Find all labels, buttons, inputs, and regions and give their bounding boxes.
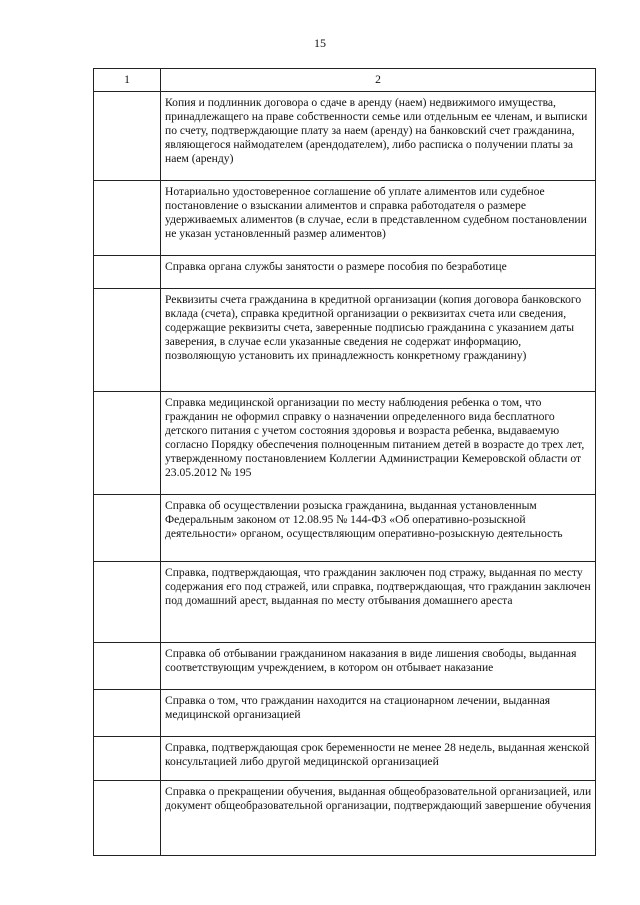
table-cell-col1 bbox=[94, 92, 161, 181]
table-cell-text bbox=[161, 289, 596, 392]
row-text: Справка медицинской организации по месту наблюдения ребенка о том, что гражданин не оформил справку о назначении определенного вида бесплатного детского питания с учетом состояния здоровья и возраста ребенка, выдаваемую согласно Порядку обеспечения полноценным питанием детей в возрасте до трех лет, утвержденному постановлением Коллегии Администрации Кемеровской области от 23.05.2012 № 195 bbox=[165, 396, 585, 479]
table-row bbox=[94, 392, 596, 495]
table-row bbox=[94, 737, 596, 781]
row-text: Справка об отбывании гражданином наказания в виде лишения свободы, выданная соответствующим учреждением, в котором он отбывает наказание bbox=[165, 647, 577, 674]
table-cell-text bbox=[161, 643, 596, 690]
table-cell-text bbox=[161, 495, 596, 562]
table-cell-col1 bbox=[94, 181, 161, 256]
table-cell-text bbox=[161, 562, 596, 643]
table-cell-text bbox=[161, 392, 596, 495]
table-cell-col1 bbox=[94, 781, 161, 856]
row-text: Справка о прекращении обучения, выданная общеобразовательной организацией, или документ общеобразовательной организации, подтверждающий завершение обучения bbox=[165, 785, 592, 812]
page-number: 15 bbox=[314, 36, 326, 50]
table-cell-col1 bbox=[94, 690, 161, 737]
table-cell-col1 bbox=[94, 562, 161, 643]
table-header-row bbox=[94, 69, 596, 92]
row-text: Реквизиты счета гражданина в кредитной организации (копия договора банковского вклада (счета), справка кредитной организации о реквизитах счета или сведения, содержащие реквизиты счета, заверенные подписью гражданина с указанием даты заверения, в случае если указанные сведения не содержат информацию, позволяющую установить их принадлежность конкретному гражданину) bbox=[165, 293, 582, 362]
table-cell-text bbox=[161, 690, 596, 737]
column-header-2: 2 bbox=[161, 69, 596, 92]
table-cell-col1 bbox=[94, 737, 161, 781]
table-cell-text bbox=[161, 781, 596, 856]
table-cell-text bbox=[161, 737, 596, 781]
row-text: Копия и подлинник договора о сдаче в аренду (наем) недвижимого имущества, принадлежащего на праве собственности семье или отдельным ее членам, и выписки по счету, подтверждающие плату за наем (аренду) на банковский счет гражданина, являющегося наймодателем (арендодателем), либо расписка о получении платы за наем (аренду) bbox=[165, 96, 588, 165]
table-cell-col1 bbox=[94, 289, 161, 392]
row-text: Справка, подтверждающая срок беременности не менее 28 недель, выданная женской консультацией либо другой медицинской организацией bbox=[165, 741, 590, 768]
column-header-1: 1 bbox=[94, 69, 161, 92]
table-row bbox=[94, 562, 596, 643]
table-row bbox=[94, 92, 596, 181]
table-cell-text bbox=[161, 92, 596, 181]
table-cell-col1 bbox=[94, 256, 161, 289]
row-text: Справка об осуществлении розыска гражданина, выданная установленным Федеральным законом от 12.08.95 № 144-ФЗ «Об оперативно-розыскной деятельности» органом, осуществляющим оперативно-розыскную деятельность bbox=[165, 499, 563, 540]
table-row bbox=[94, 181, 596, 256]
table-row bbox=[94, 643, 596, 690]
table-row bbox=[94, 690, 596, 737]
table-row bbox=[94, 495, 596, 562]
documents-table bbox=[93, 68, 596, 856]
table-cell-col1 bbox=[94, 643, 161, 690]
row-text: Справка, подтверждающая, что гражданин заключен под стражу, выданная по месту содержания его под стражей, или справка, подтверждающая, что гражданин заключен под домашний арест, выданная по месту отбывания домашнего ареста bbox=[165, 566, 591, 607]
table-cell-col1 bbox=[94, 495, 161, 562]
row-text: Справка о том, что гражданин находится на стационарном лечении, выданная медицинской организацией bbox=[165, 694, 551, 721]
table-cell-text bbox=[161, 256, 596, 289]
table-row bbox=[94, 289, 596, 392]
row-text: Справка органа службы занятости о размере пособия по безработице bbox=[165, 260, 507, 273]
row-text: Нотариально удостоверенное соглашение об уплате алиментов или судебное постановление о взыскании алиментов и справка работодателя о размере удерживаемых алиментов (в случае, если в представленном судебном постановлении не указан установленный размер алиментов) bbox=[165, 185, 587, 240]
table-row bbox=[94, 781, 596, 856]
table-row bbox=[94, 256, 596, 289]
table-cell-text bbox=[161, 181, 596, 256]
table-cell-col1 bbox=[94, 392, 161, 495]
